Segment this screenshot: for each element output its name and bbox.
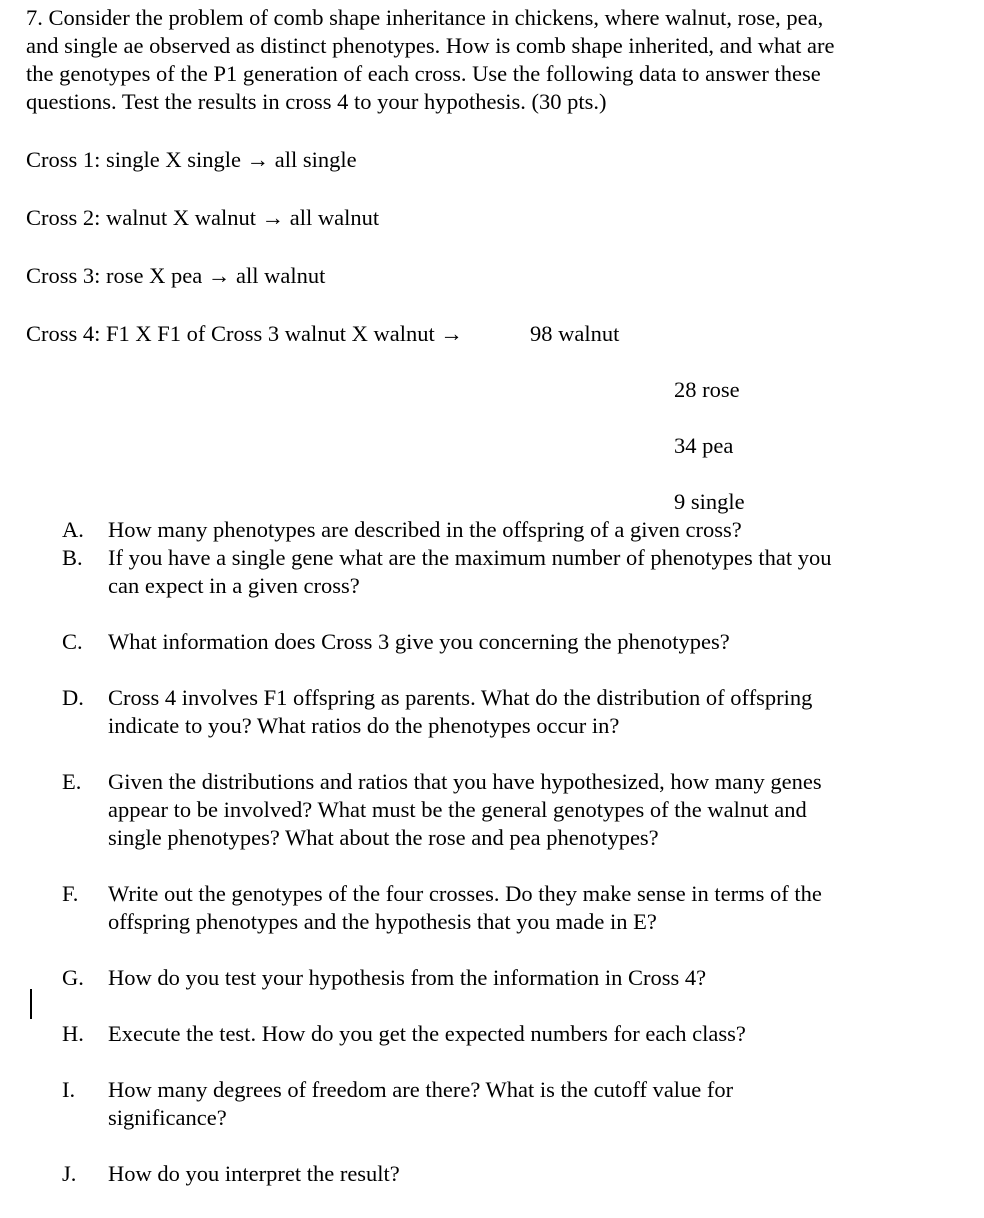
subquestion-line: What information does Cross 3 give you concerning the phenotypes? xyxy=(108,629,730,654)
result-single: 9 single xyxy=(674,489,745,514)
subquestion-letter: I. xyxy=(62,1077,76,1102)
result-walnut: 98 walnut xyxy=(530,321,620,346)
subquestion-line: Execute the test. How do you get the expected numbers for each class? xyxy=(108,1021,746,1046)
cross-4: Cross 4: F1 X F1 of Cross 3 walnut X walnut → xyxy=(26,321,463,346)
subquestion-line: How do you interpret the result? xyxy=(108,1161,400,1186)
intro-line: the genotypes of the P1 generation of each cross. Use the following data to answer these xyxy=(26,61,821,86)
subquestion-letter: C. xyxy=(62,629,83,654)
subquestion-text xyxy=(108,684,812,740)
subquestion-letter: E. xyxy=(62,769,82,794)
subquestion-letter: D. xyxy=(62,685,84,710)
question-intro xyxy=(26,4,926,116)
subquestion-text xyxy=(108,516,742,544)
subquestion-line: can expect in a given cross? xyxy=(108,573,360,598)
subquestion-text xyxy=(108,768,822,852)
subquestion-line: appear to be involved? What must be the general genotypes of the walnut and xyxy=(108,797,807,822)
subquestion-text xyxy=(108,628,730,656)
subquestion-letter: G. xyxy=(62,965,84,990)
subquestion-letter: A. xyxy=(62,517,84,542)
subquestion-text xyxy=(108,964,706,992)
subquestion-text xyxy=(108,1076,733,1132)
intro-line: 7. Consider the problem of comb shape inheritance in chickens, where walnut, rose, pea, xyxy=(26,5,824,30)
subquestion-line: offspring phenotypes and the hypothesis that you made in E? xyxy=(108,909,657,934)
subquestion-line: significance? xyxy=(108,1105,227,1130)
subquestion-line: single phenotypes? What about the rose and pea phenotypes? xyxy=(108,825,659,850)
subquestion-line: How many degrees of freedom are there? What is the cutoff value for xyxy=(108,1077,734,1102)
subquestion-text xyxy=(108,1160,400,1188)
subquestion-text xyxy=(108,1020,746,1048)
text-cursor xyxy=(30,989,32,1019)
subquestion-text xyxy=(108,880,822,936)
result-pea: 34 pea xyxy=(674,433,734,458)
subquestion-letter: J. xyxy=(62,1161,77,1186)
intro-line: questions. Test the results in cross 4 to your hypothesis. (30 pts.) xyxy=(26,89,607,114)
subquestion-letter: F. xyxy=(62,881,79,906)
subquestion-line: Given the distributions and ratios that you have hypothesized, how many genes xyxy=(108,769,822,794)
cross-3: Cross 3: rose X pea → all walnut xyxy=(26,263,326,288)
subquestion-text xyxy=(108,544,832,600)
subquestion-line: How many phenotypes are described in the offspring of a given cross? xyxy=(108,517,742,542)
subquestion-letter: H. xyxy=(62,1021,84,1046)
subquestion-line: If you have a single gene what are the maximum number of phenotypes that you xyxy=(108,545,832,570)
result-rose: 28 rose xyxy=(674,377,740,402)
subquestion-line: Write out the genotypes of the four crosses. Do they make sense in terms of the xyxy=(108,881,822,906)
intro-line: and single ae observed as distinct phenotypes. How is comb shape inherited, and what are xyxy=(26,33,835,58)
cross-2: Cross 2: walnut X walnut → all walnut xyxy=(26,205,380,230)
subquestion-line: indicate to you? What ratios do the phenotypes occur in? xyxy=(108,713,620,738)
subquestion-line: How do you test your hypothesis from the information in Cross 4? xyxy=(108,965,707,990)
cross-1: Cross 1: single X single → all single xyxy=(26,147,357,172)
subquestion-letter: B. xyxy=(62,545,83,570)
subquestion-line: Cross 4 involves F1 offspring as parents. What do the distribution of offspring xyxy=(108,685,813,710)
